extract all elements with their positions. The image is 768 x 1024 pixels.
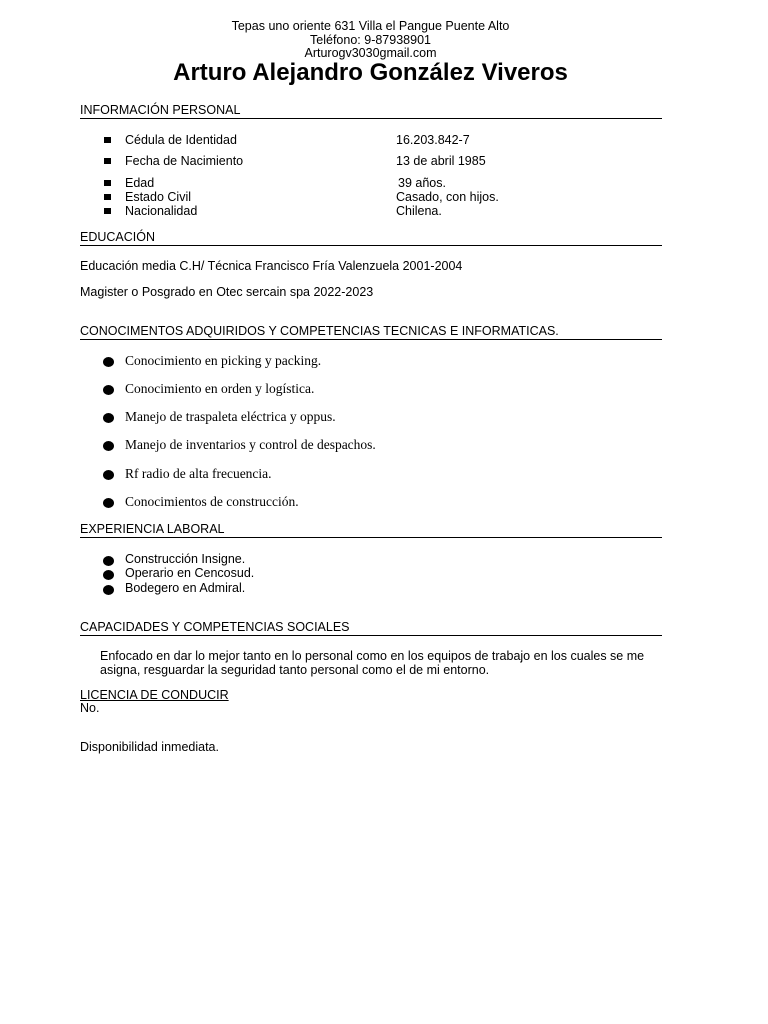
square-bullet-icon: [104, 158, 111, 164]
section-divider: [80, 537, 662, 538]
contact-address: Tepas uno oriente 631 Villa el Pangue Puente Alto: [231, 19, 510, 33]
skill-item: Rf radio de alta frecuencia.: [125, 466, 272, 481]
skill-item: Conocimiento en orden y logística.: [125, 381, 315, 396]
skill-item: Manejo de traspaleta eléctrica y oppus.: [125, 409, 336, 424]
personal-value: Casado, con hijos.: [396, 190, 499, 204]
section-title-social: CAPACIDADES Y COMPETENCIAS SOCIALES: [80, 620, 350, 634]
personal-value: Chilena.: [396, 204, 442, 218]
experience-item: Operario en Cencosud.: [125, 566, 255, 580]
section-title-personal: INFORMACIÓN PERSONAL: [80, 103, 241, 117]
license-value: No.: [80, 701, 100, 715]
skill-item: Conocimiento en picking y packing.: [125, 353, 322, 368]
personal-label: Cédula de Identidad: [125, 133, 237, 147]
skill-item: Conocimientos de construcción.: [125, 494, 299, 509]
section-title-education: EDUCACIÓN: [80, 230, 156, 244]
experience-item: Construcción Insigne.: [125, 552, 246, 566]
personal-value: 39 años.: [398, 176, 446, 190]
section-title-skills: CONOCIMENTOS ADQUIRIDOS Y COMPETENCIAS TECNICAS E INFORMATICAS.: [80, 324, 559, 338]
education-item: Educación media C.H/ Técnica Francisco Fría Valenzuela 2001-2004: [80, 259, 463, 273]
social-description: Enfocado en dar lo mejor tanto en lo personal como en los equipos de trabajo en los cuales se me asigna, resguardar la seguridad tanto personal como el de mi entorno.: [100, 649, 645, 677]
square-bullet-icon: [104, 194, 111, 200]
round-bullet-icon: [103, 585, 114, 595]
square-bullet-icon: [104, 180, 111, 186]
round-bullet-icon: [103, 441, 114, 451]
round-bullet-icon: [103, 385, 114, 395]
round-bullet-icon: [103, 357, 114, 367]
candidate-name: Arturo Alejandro González Viveros: [173, 59, 568, 86]
personal-value: 13 de abril 1985: [396, 154, 486, 168]
personal-label: Nacionalidad: [125, 204, 198, 218]
personal-label: Estado Civil: [125, 190, 191, 204]
round-bullet-icon: [103, 498, 114, 508]
skill-item: Manejo de inventarios y control de despachos.: [125, 437, 376, 452]
round-bullet-icon: [103, 470, 114, 480]
experience-item: Bodegero en Admiral.: [125, 581, 246, 595]
section-divider: [80, 635, 662, 636]
square-bullet-icon: [104, 208, 111, 214]
square-bullet-icon: [104, 137, 111, 143]
license-title: LICENCIA DE CONDUCIR: [80, 688, 229, 702]
section-divider: [80, 339, 662, 340]
personal-label: Edad: [125, 176, 155, 190]
round-bullet-icon: [103, 556, 114, 566]
personal-label: Fecha de Nacimiento: [125, 154, 244, 168]
round-bullet-icon: [103, 413, 114, 423]
education-item: Magister o Posgrado en Otec sercain spa 2022-2023: [80, 285, 374, 299]
round-bullet-icon: [103, 570, 114, 580]
contact-email: Arturogv3030gmail.com: [304, 46, 437, 60]
contact-phone: Teléfono: 9-87938901: [310, 33, 431, 47]
section-title-experience: EXPERIENCIA LABORAL: [80, 522, 225, 536]
personal-value: 16.203.842-7: [396, 133, 470, 147]
section-divider: [80, 118, 662, 119]
section-divider: [80, 245, 662, 246]
availability-note: Disponibilidad inmediata.: [80, 740, 219, 754]
